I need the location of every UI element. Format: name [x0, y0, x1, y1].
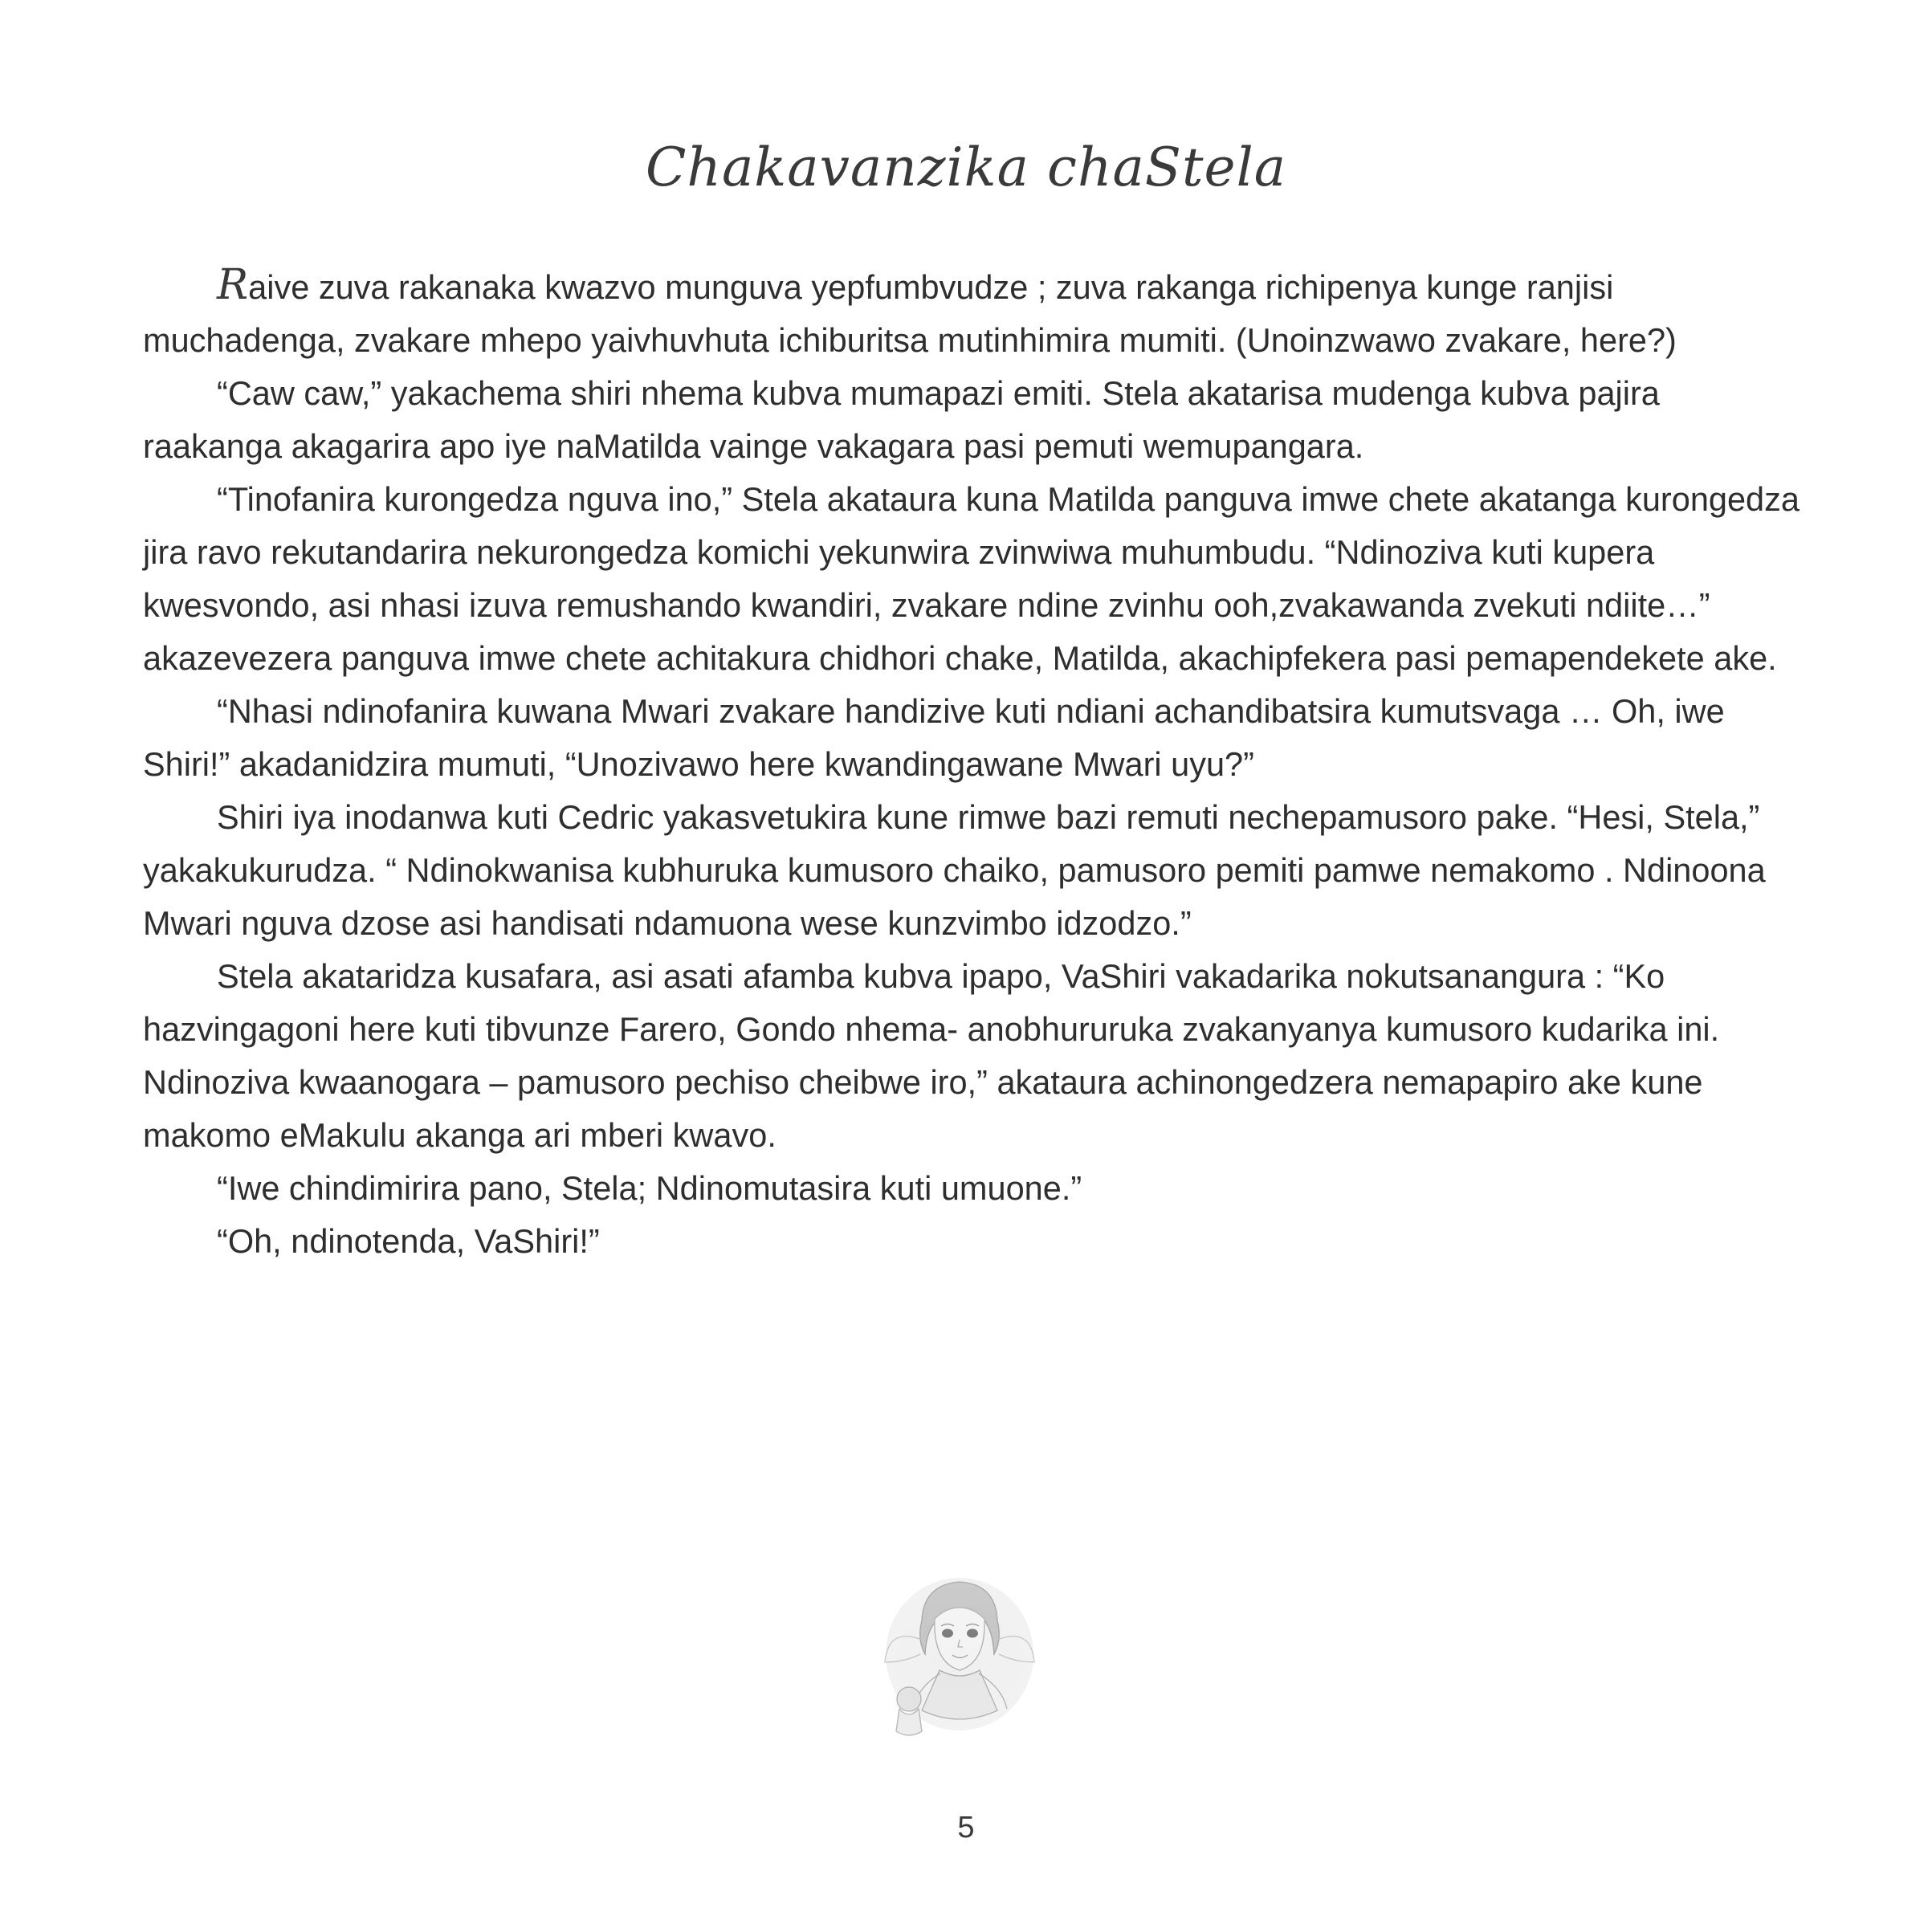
paragraph-7: “Iwe chindimirira pano, Stela; Ndinomutasira kuti umuone.”: [217, 1169, 1082, 1207]
paragraph-6: Stela akataridza kusafara, asi asati afamba kubva ipapo, VaShiri vakadarika nokutsanangura : “Ko hazvingagoni here kuti tibvunze Farero, Gondo nhema- anobhururuka zvakanyanya kumusoro kudarika ini. Ndinoziva kwaanogara – pamusoro pechiso cheibwe iro,” akataura achinongedzera nemapapiro ake kune makomo eMakulu akanga ari mberi kwavo.: [143, 957, 1729, 1154]
page-title: Chakavanzika chaStela: [645, 137, 1287, 198]
paragraph-1: [143, 261, 1801, 367]
paragraph-5: Shiri iya inodanwa kuti Cedric yakasvetukira kune rimwe bazi remuti nechepamusoro pake. “Hesi, Stela,” yakakukurudza. “ Ndinokwanisa kubhuruka kumusoro chaiko, pamusoro pemiti pamwe nemakomo . Ndinoona Mwari nguva dzose asi handisati ndamuona wese kunzvimbo idzodzo.”: [143, 798, 1775, 942]
girl-with-doll-illustration: [827, 1550, 1092, 1751]
paragraph-1-text: aive zuva rakanaka kwazvo munguva yepfumbvudze ; zuva rakanga richipenya kunge ranjisi muchadenga, zvakare mhepo yaivhuvhuta ichiburitsa mutinhimira mumiti. (Unoinzwawo zvakare, here?): [143, 268, 1677, 359]
paragraph-8: “Oh, ndinotenda, VaShiri!”: [217, 1222, 600, 1260]
drop-cap: R: [217, 261, 249, 309]
paragraph-4: “Nhasi ndinofanira kuwana Mwari zvakare handizive kuti ndiani achandibatsira kumutsvaga … Oh, iwe Shiri!” akadanidzira mumuti, “Unozivawo here kwandingawane Mwari uyu?”: [143, 692, 1734, 783]
paragraph-2: “Caw caw,” yakachema shiri nhema kubva mumapazi emiti. Stela akatarisa mudenga kubva pajira raakanga akagarira apo iye naMatilda vainge vakagara pasi pemuti wemupangara.: [143, 374, 1669, 465]
page-number: 5: [957, 1811, 975, 1844]
body-text: [143, 261, 1809, 1268]
paragraph-3: “Tinofanira kurongedza nguva ino,” Stela akataura kuna Matilda panguva imwe chete akatanga kurongedza jira ravo rekutandarira nekurongedza komichi yekunwira zvinwiwa muhumbudu. “Ndinoziva kuti kupera kwesvondo, asi nhasi izuva remushando kwandiri, zvakare ndine zvinhu ooh,zvakawanda zvekuti ndiite…” akazevezera panguva imwe chete achitakura chidhori chake, Matilda, akachipfekera pasi pemapendekete ake.: [143, 480, 1809, 677]
